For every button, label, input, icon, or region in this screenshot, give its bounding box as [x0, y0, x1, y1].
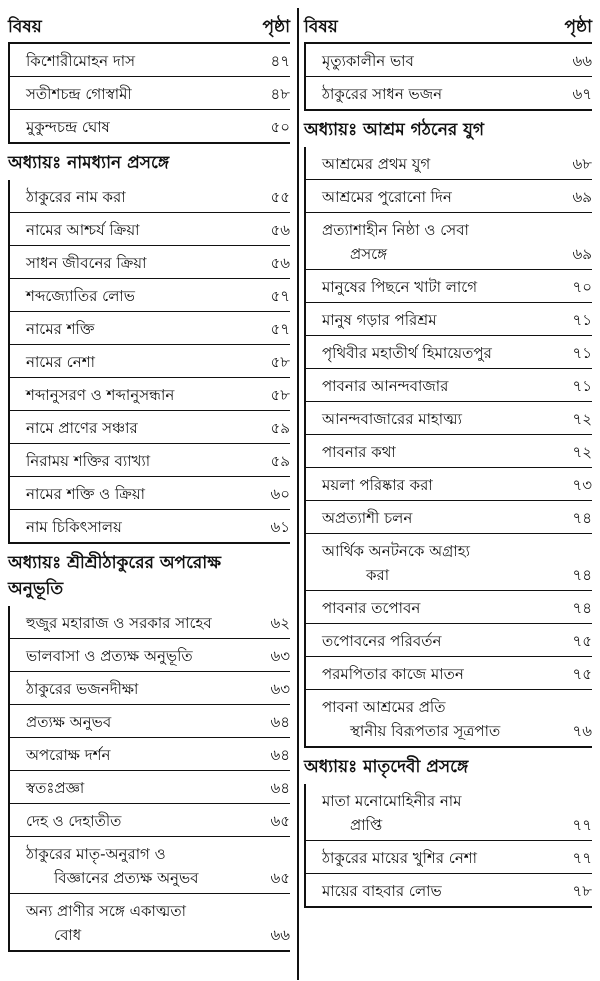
toc-entry[interactable]: ময়লা পরিষ্কার করা ৭৩	[306, 468, 592, 501]
toc-entry[interactable]: সাধন জীবনের ক্রিয়া ৫৬	[10, 246, 290, 279]
toc-entry[interactable]: শব্দজ্যোতির লোভ ৫৭	[10, 279, 290, 312]
toc-entry[interactable]: নিরাময় শক্তির ব্যাখ্যা ৫৯	[10, 444, 290, 477]
toc-entry[interactable]: মানুষের পিছনে খাটা লাগে ৭০	[306, 270, 592, 303]
toc-entry-multiline[interactable]: অন্য প্রাণীর সঙ্গে একাত্মতা বোধ ৬৬	[26, 902, 290, 944]
header-subject: বিষয়	[304, 17, 338, 37]
toc-entry[interactable]: আনন্দবাজারের মাহাত্ম্য ৭২	[306, 402, 592, 435]
toc-entry[interactable]: অপ্রত্যাশী চলন ৭৪	[306, 501, 592, 534]
toc-entry-multiline[interactable]: ঠাকুরের মাতৃ-অনুরাগ ও বিজ্ঞানের প্রত্যক্ষ অনুভব ৬৫	[10, 837, 290, 894]
chapter-entries	[304, 147, 592, 748]
toc-entry[interactable]: ঠাকুরের নাম করা ৫৫	[10, 180, 290, 213]
toc-entry[interactable]: কিশোরীমোহন দাস ৪৭	[10, 44, 290, 77]
toc-entry[interactable]: মুকুন্দচন্দ্র ঘোষ ৫০	[26, 118, 290, 136]
toc-entry[interactable]: পাবনার আনন্দবাজার ৭১	[306, 369, 592, 402]
toc-entry[interactable]: প্রত্যক্ষ অনুভব ৬৪	[10, 705, 290, 738]
toc-entry[interactable]: তপোবনের পরিবর্তন ৭৫	[306, 624, 592, 657]
left-top-entries	[8, 44, 290, 144]
toc-entry[interactable]: ঠাকুরের ভজনদীক্ষা ৬৩	[10, 672, 290, 705]
toc-entry[interactable]: অপরোক্ষ দর্শন ৬৪	[10, 738, 290, 771]
toc-entry[interactable]: সতীশচন্দ্র গোস্বামী ৪৮	[10, 77, 290, 110]
header-subject: বিষয়	[8, 17, 42, 37]
toc-entry[interactable]: পৃথিবীর মহাতীর্থ হিমায়েতপুর ৭১	[306, 336, 592, 369]
toc-entry[interactable]: স্বতঃপ্রজ্ঞা ৬৪	[10, 771, 290, 804]
toc-entry-multiline[interactable]: আর্থিক অনটনকে অগ্রাহ্য করা ৭৪	[306, 534, 592, 591]
toc-entry[interactable]: আশ্রমের পুরোনো দিন ৬৯	[306, 180, 592, 213]
left-column	[8, 0, 290, 952]
toc-entry[interactable]: শব্দানুসরণ ও শব্দানুসন্ধান ৫৮	[10, 378, 290, 411]
toc-entry[interactable]: ঠাকুরের মায়ের খুশির নেশা ৭৭	[306, 841, 592, 874]
toc-entry-multiline[interactable]: পাবনা আশ্রমের প্রতি স্থানীয় বিরূপতার সূত্রপাত ৭৬	[322, 698, 592, 740]
chapter-heading-line: অনুভূতি	[8, 579, 64, 599]
toc-entry[interactable]: নামের শক্তি ৫৭	[10, 312, 290, 345]
toc-entry[interactable]: নামের আশ্চর্য ক্রিয়া ৫৬	[10, 213, 290, 246]
toc-entry[interactable]: মানুষ গড়ার পরিশ্রম ৭১	[306, 303, 592, 336]
right-top-entries	[304, 44, 592, 111]
toc-entry[interactable]: মায়ের বাহবার লোভ ৭৮	[322, 882, 592, 900]
chapter-heading-line: অধ্যায়ঃ শ্রীশ্রীঠাকুরের অপরোক্ষ	[8, 553, 221, 573]
chapter-entries	[8, 180, 290, 544]
chapter-heading: অধ্যায়ঃ মাতৃদেবী প্রসঙ্গে	[304, 757, 469, 777]
toc-entry[interactable]: ঠাকুরের সাধন ভজন ৬৭	[322, 85, 592, 103]
chapter-entries	[8, 606, 290, 952]
header-page: পৃষ্ঠা	[564, 17, 592, 37]
toc-entry-multiline[interactable]: প্রত্যাশাহীন নিষ্ঠা ও সেবা প্রসঙ্গে ৬৯	[306, 213, 592, 270]
toc-entry[interactable]: হুজুর মহারাজ ও সরকার সাহেব ৬২	[10, 606, 290, 639]
toc-entry[interactable]: পাবনার কথা ৭২	[306, 435, 592, 468]
toc-entry[interactable]: ভালবাসা ও প্রত্যক্ষ অনুভূতি ৬৩	[10, 639, 290, 672]
header-page: পৃষ্ঠা	[262, 17, 290, 37]
toc-entry[interactable]: মৃত্যুকালীন ভাব ৬৬	[306, 44, 592, 77]
right-column	[304, 0, 592, 908]
chapter-heading: অধ্যায়ঃ নামধ্যান প্রসঙ্গে	[8, 153, 170, 173]
toc-entry-multiline[interactable]: মাতা মনোমোহিনীর নাম প্রাপ্তি ৭৭	[306, 784, 592, 841]
toc-entry[interactable]: আশ্রমের প্রথম যুগ ৬৮	[306, 147, 592, 180]
chapter-heading	[8, 544, 290, 606]
toc-entry[interactable]: নামের নেশা ৫৮	[10, 345, 290, 378]
header-right	[304, 0, 592, 44]
chapter-entries	[304, 784, 592, 908]
toc-entry[interactable]: নামে প্রাণের সঞ্চার ৫৯	[10, 411, 290, 444]
toc-entry[interactable]: পাবনার তপোবন ৭৪	[306, 591, 592, 624]
toc-entry[interactable]: পরমপিতার কাজে মাতন ৭৫	[306, 657, 592, 690]
toc-entry[interactable]: নামের শক্তি ও ক্রিয়া ৬০	[10, 477, 290, 510]
header-left	[8, 0, 290, 44]
toc-entry[interactable]: দেহ ও দেহাতীত ৬৫	[10, 804, 290, 837]
column-divider	[297, 8, 299, 980]
chapter-heading: অধ্যায়ঃ আশ্রম গঠনের যুগ	[304, 120, 485, 140]
toc-entry[interactable]: নাম চিকিৎসালয় ৬১	[26, 518, 290, 536]
